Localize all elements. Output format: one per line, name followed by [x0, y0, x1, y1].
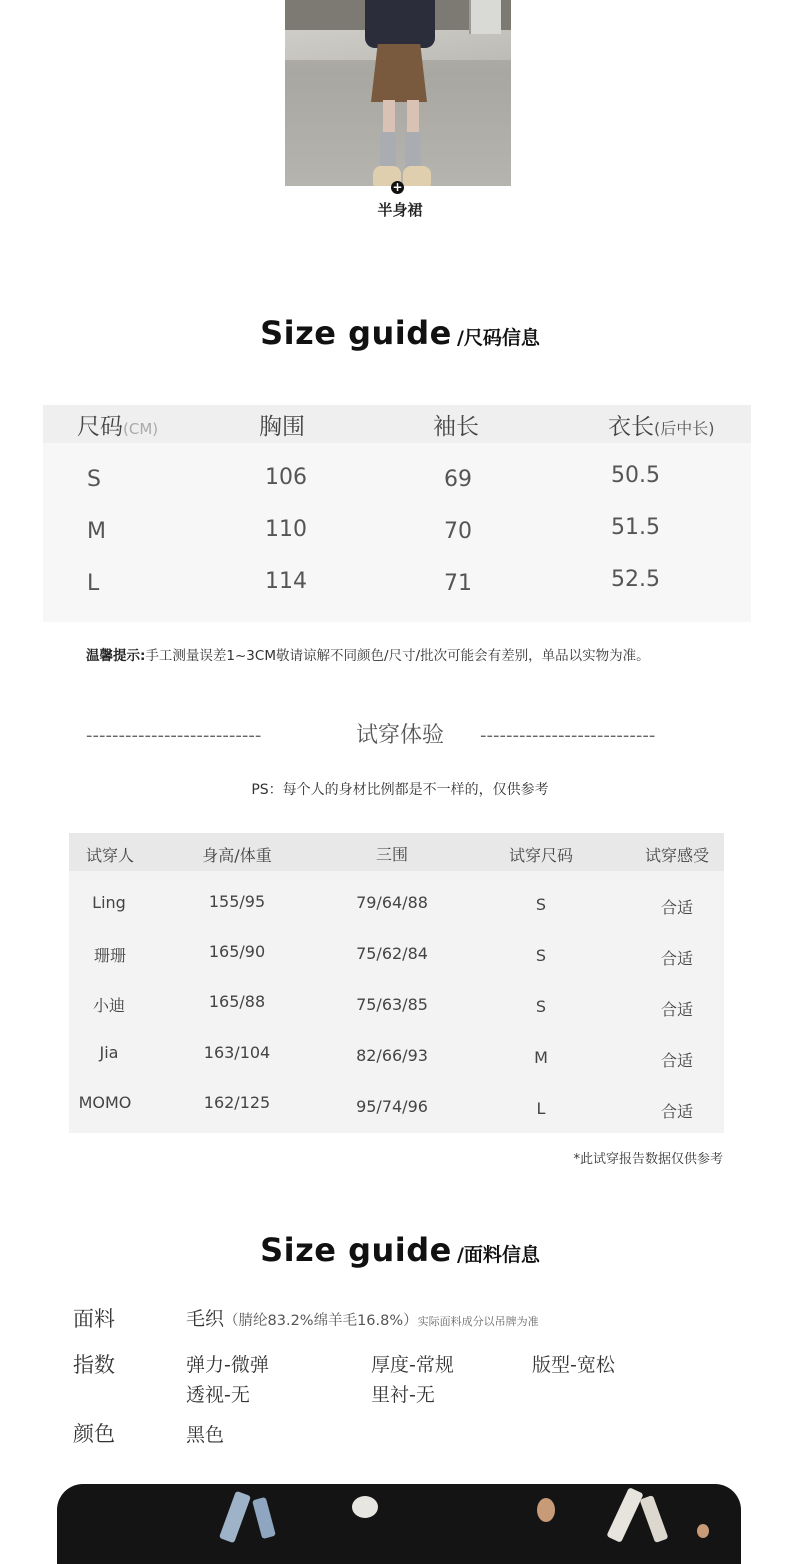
- photo-caption: 半身裙: [377, 201, 423, 219]
- size-row-length: 51.5: [611, 515, 660, 540]
- size-guide-title: Size guide: [260, 314, 452, 352]
- fabric-index-fit: 版型-宽松: [532, 1354, 615, 1376]
- tryon-row-height-weight: 155/95: [208, 892, 266, 911]
- tryon-header-measurements: 三围: [375, 845, 408, 864]
- size-guide-heading: [0, 314, 800, 352]
- header-size-unit: (CM): [123, 420, 159, 438]
- header-chest: 胸围: [259, 414, 305, 440]
- tryon-row-measurements: 82/66/93: [356, 1046, 428, 1065]
- size-row-size: L: [87, 571, 100, 596]
- size-row-sleeve: 71: [444, 571, 472, 596]
- fabric-material-note: 实际面料成分以吊牌为准: [417, 1315, 539, 1328]
- divider-right: ---------------------------: [480, 725, 656, 746]
- tip-label: 温馨提示:: [86, 648, 146, 664]
- tryon-row-feel: 合适: [660, 1051, 693, 1070]
- size-row-chest: 110: [265, 517, 307, 542]
- tryon-row-size: L: [536, 1099, 546, 1118]
- size-table: [43, 405, 751, 622]
- size-row-length: 52.5: [611, 567, 660, 592]
- fabric-material-value: 毛织（腈纶83.2%绵羊毛16.8%）实际面料成分以吊牌为准: [186, 1308, 539, 1330]
- tryon-row-person: Jia: [99, 1043, 119, 1062]
- size-row-chest: 114: [265, 569, 307, 594]
- tryon-header-person: 试穿人: [85, 846, 134, 865]
- tryon-row-feel: 合适: [660, 898, 693, 917]
- size-row-size: S: [87, 467, 101, 492]
- tryon-row-size: M: [534, 1048, 548, 1067]
- tryon-row-measurements: 95/74/96: [356, 1097, 428, 1116]
- fabric-index-lining: 里衬-无: [371, 1384, 435, 1406]
- size-row-sleeve: 70: [444, 519, 472, 544]
- tryon-note: *此试穿报告数据仅供参考: [573, 1152, 723, 1167]
- fabric-heading: [0, 1231, 800, 1269]
- tryon-row-measurements: 75/63/85: [356, 995, 428, 1014]
- tryon-table: [69, 833, 724, 1133]
- fabric-detail-photo: [57, 1484, 741, 1564]
- tryon-row-height-weight: 165/90: [208, 942, 266, 961]
- tryon-row-person: 小迪: [92, 996, 125, 1015]
- fabric-material-detail: （腈纶83.2%绵羊毛16.8%）: [224, 1313, 418, 1329]
- fabric-material-label: 面料: [73, 1307, 115, 1331]
- header-sleeve: 袖长: [433, 414, 479, 440]
- tryon-header-feel: 试穿感受: [644, 846, 709, 865]
- header-size: 尺码(CM): [77, 414, 159, 440]
- tryon-row-measurements: 75/62/84: [356, 944, 428, 963]
- tryon-row-feel: 合适: [660, 949, 693, 968]
- plus-circle-icon[interactable]: +: [392, 180, 403, 194]
- fabric-index-label: 指数: [73, 1353, 115, 1377]
- size-guide-subtitle: /尺码信息: [456, 327, 540, 349]
- fabric-index-thickness: 厚度-常规: [371, 1354, 454, 1376]
- tryon-row-height-weight: 163/104: [203, 1043, 271, 1062]
- tryon-row-size: S: [535, 895, 547, 914]
- tryon-row-feel: 合适: [660, 1000, 693, 1019]
- tryon-row-feel: 合适: [660, 1102, 693, 1121]
- tryon-row-person: MOMO: [78, 1093, 132, 1112]
- measurement-tip: [86, 644, 786, 664]
- tip-text: 手工测量误差1~3CM敬请谅解不同颜色/尺寸/批次可能会有差别，单品以实物为准。: [145, 648, 650, 664]
- header-length: 衣长(后中长): [608, 414, 715, 440]
- tryon-header-height-weight: 身高/体重: [202, 846, 272, 865]
- tryon-row-measurements: 79/64/88: [356, 893, 428, 912]
- product-photo: [285, 0, 511, 186]
- size-row-chest: 106: [265, 465, 307, 490]
- fabric-color-label: 颜色: [73, 1422, 115, 1446]
- fabric-index-sheer: 透视-无: [186, 1384, 250, 1406]
- fabric-index-stretch: 弹力-微弹: [186, 1354, 269, 1376]
- size-row-sleeve: 69: [444, 467, 472, 492]
- divider-left: ---------------------------: [86, 725, 262, 746]
- fabric-color-value: 黑色: [186, 1424, 225, 1446]
- size-row-length: 50.5: [611, 463, 660, 488]
- size-row-size: M: [87, 519, 106, 544]
- tryon-ps: PS：每个人的身材比例都是不一样的，仅供参考: [251, 782, 549, 798]
- tryon-row-person: Ling: [92, 893, 126, 912]
- tryon-row-height-weight: 162/125: [203, 1093, 271, 1112]
- tryon-row-size: S: [535, 946, 547, 965]
- tryon-row-person: 珊珊: [93, 946, 126, 965]
- fabric-title: Size guide: [260, 1231, 452, 1269]
- fabric-subtitle: /面料信息: [456, 1244, 540, 1266]
- tryon-row-size: S: [535, 997, 547, 1016]
- tryon-row-height-weight: 165/88: [208, 992, 266, 1011]
- header-length-note: (后中长): [654, 419, 715, 438]
- tryon-title: 试穿体验: [355, 723, 444, 748]
- tryon-header-size: 试穿尺码: [508, 846, 573, 865]
